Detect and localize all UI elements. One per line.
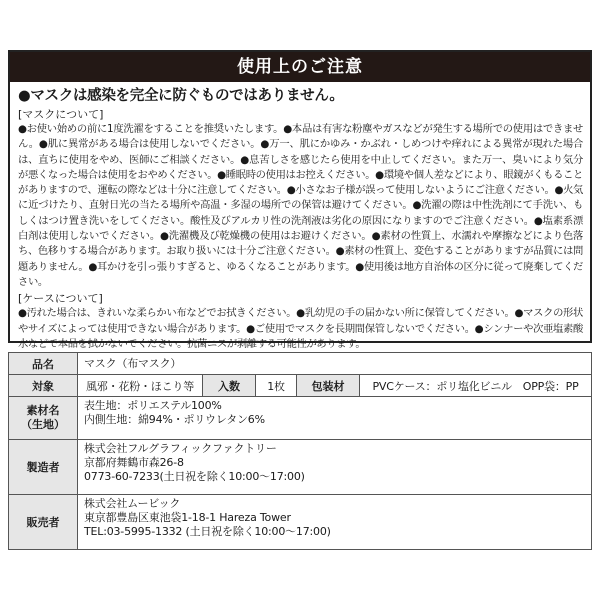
seller-name: 株式会社ムービック (84, 497, 181, 510)
material-row (9, 397, 592, 440)
quantity-value: 1枚 (256, 375, 297, 397)
packaging-label: 包装材 (297, 375, 360, 397)
seller-address: 東京都豊島区東池袋1-18-1 Hareza Tower (84, 511, 291, 524)
seller-phone: TEL:03-5995-1332 (土日祝を除く10:00〜17:00) (84, 525, 331, 538)
notice-title: 使用上のご注意 (10, 52, 590, 82)
case-precautions: ●汚れた場合は、きれいな柔らかい布などでお拭きください。●乳幼児の手の届かない所に保管してください。●マスクの形状やサイズによっては使用できない場合があります。●ご使用でマスクを長期間保管しないでください。●シンナーや次亜塩素酸水などで本品を拭かないでください。抗菌ニスが剥離する可能性があります。 (18, 307, 583, 350)
seller-row (9, 495, 592, 550)
material-value (78, 397, 592, 440)
product-value: マスク（布マスク） (78, 353, 592, 375)
mask-section-label: [マスクについて] (18, 108, 104, 121)
seller-value (78, 495, 592, 550)
outer-fabric: 表生地：ポリエステル100% (84, 399, 222, 412)
mask-precautions: ●お使い始めの前に1度洗濯をすることを推奨いたします。●本品は有害な粉塵やガスなどが発生する場所での使用はできません。●肌に異常がある場合は使用しないでください。●万一、肌にかゆみ・かぶれ・しめつけや痒れによる異常が現れた場合は、直ちに使用をやめ、医師にご相談ください。●息苦しさを感じたら使用を中止してください。また万一、臭いにより気分が悪くなった場合は使用をおやめください。●睡眠時の使用はお控えください。●環境や個人差などにより、眼鏡がくもることがありますので、運転の際などは十分に注意してください。●小さなお子様が誤って使用しないようにご注意ください。●火気に近づけたり、直射日光の当たる場所や高温・多湿の場所での保管は避けてください。●洗濯の際は中性洗剤にて手洗い、もしくはつけ置き洗いをしてください。酸性及びアルカリ性の洗剤液は劣化の原因になりますのでご注意ください。●塩素系漂白剤は使用しないでください。●洗濯機及び乾燥機の使用はお避けください。●素材の性質上、水濡れや摩擦などにより色落ち、色移りする場合があります。お取り扱いには十分ご注意ください。●素材の性質上、変色することがありますが品質には問題ありません。●耳かけを引っ張りすぎると、ゆるくなることがあります。●使用後は地方自治体の区分に従って廃棄してください。 (18, 123, 583, 288)
maker-value (78, 440, 592, 495)
notice-headline: ●マスクは感染を完全に防ぐものではありません。 (18, 88, 344, 104)
case-section-label: [ケースについて] (18, 292, 103, 306)
seller-label: 販売者 (9, 495, 78, 550)
maker-address: 京都府舞鶴市森26-8 (84, 456, 184, 469)
material-label (9, 397, 78, 440)
product-row (9, 353, 592, 375)
purpose-value: 風邪・花粉・ほこり等 (78, 375, 203, 397)
inner-fabric: 内側生地：綿94%・ポリウレタン6% (84, 413, 265, 426)
maker-row (9, 440, 592, 495)
maker-phone: 0773-60-7233(土日祝を除く10:00〜17:00) (84, 470, 305, 483)
material-label-sub: （生地） (21, 418, 65, 431)
quantity-label: 入数 (203, 375, 256, 397)
purpose-row (9, 375, 592, 397)
purpose-label: 対象 (9, 375, 78, 397)
maker-label: 製造者 (9, 440, 78, 495)
product-label: 品名 (9, 353, 78, 375)
packaging-value: PVCケース：ポリ塩化ビニル OPP袋：PP (360, 375, 592, 397)
product-spec-table (8, 352, 592, 550)
maker-name: 株式会社フルグラフィックファクトリー (84, 442, 277, 455)
material-label-line: 素材名 (26, 404, 60, 417)
usage-notice-box (8, 50, 592, 350)
